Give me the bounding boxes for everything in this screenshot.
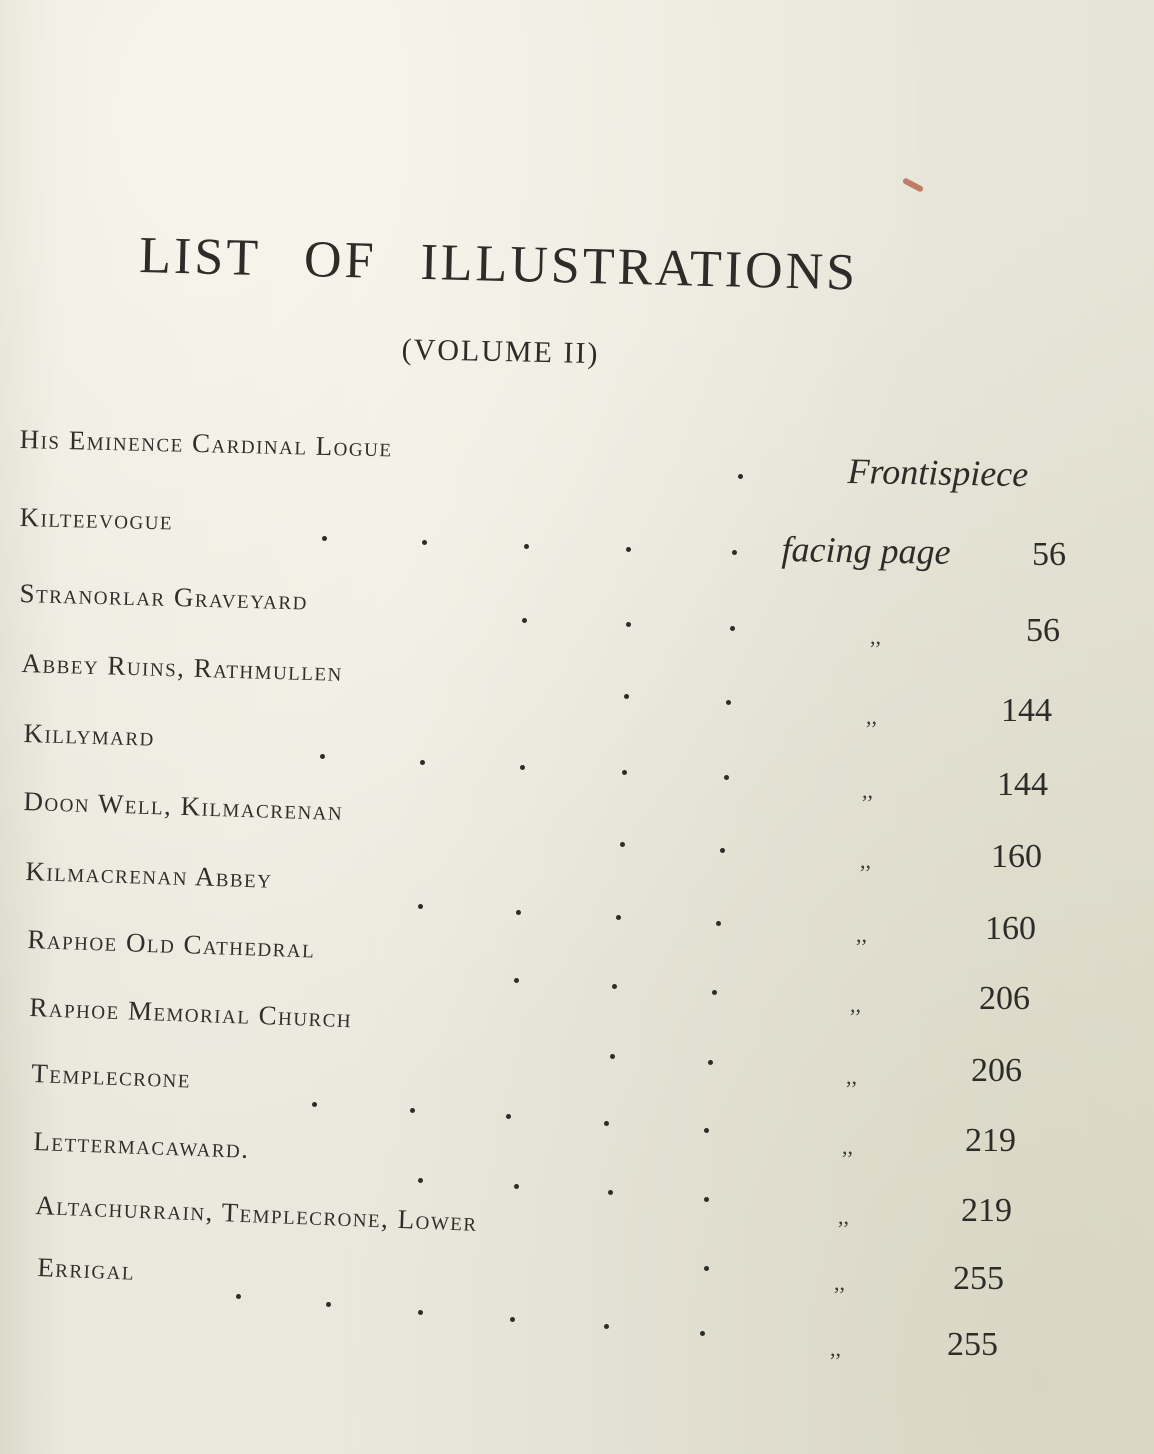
leader-dot bbox=[620, 842, 625, 847]
ditto-mark: ,, bbox=[862, 778, 873, 803]
leader-dot bbox=[514, 978, 519, 983]
leader-dot bbox=[422, 540, 427, 545]
leader-dot bbox=[420, 760, 425, 765]
leader-dot bbox=[520, 765, 525, 770]
page-number: 160 bbox=[991, 838, 1042, 875]
leader-dot bbox=[738, 474, 743, 479]
leader-dot bbox=[626, 622, 631, 627]
ditto-mark: ,, bbox=[834, 1270, 845, 1295]
leader-dot bbox=[516, 910, 521, 915]
illustration-title: Altachurrain, Templecrone, Lower bbox=[34, 1190, 479, 1237]
leader-dot bbox=[524, 544, 529, 549]
leader-dot bbox=[322, 536, 327, 541]
illustration-title: Errigal bbox=[36, 1252, 136, 1286]
leader-dot bbox=[700, 1331, 705, 1336]
leader-dot bbox=[610, 1054, 615, 1059]
leader-dot bbox=[720, 848, 725, 853]
leader-dot bbox=[604, 1324, 609, 1329]
illustration-title: Kilteevogue bbox=[19, 502, 174, 536]
leader-dot bbox=[236, 1294, 241, 1299]
leader-dot bbox=[312, 1102, 317, 1107]
leader-dot bbox=[608, 1190, 613, 1195]
page-title: LIST OF ILLUSTRATIONS bbox=[138, 226, 859, 302]
ditto-mark: ,, bbox=[860, 848, 871, 873]
page-subtitle: (VOLUME II) bbox=[401, 333, 600, 371]
leader-dot bbox=[616, 915, 621, 920]
ditto-mark: ,, bbox=[838, 1204, 849, 1229]
illustration-title: Templecrone bbox=[30, 1058, 192, 1094]
page-number: 56 bbox=[1032, 536, 1066, 573]
page-number: 255 bbox=[947, 1326, 998, 1363]
ditto-mark: ,, bbox=[866, 704, 877, 729]
leader-dot bbox=[726, 700, 731, 705]
illustration-title: Stranorlar Graveyard bbox=[19, 578, 309, 616]
page-number: 144 bbox=[997, 766, 1048, 803]
leader-dot bbox=[732, 550, 737, 555]
frontispiece-label: Frontispiece bbox=[847, 450, 1029, 495]
ditto-mark: ,, bbox=[842, 1134, 853, 1159]
leader-dot bbox=[704, 1128, 709, 1133]
illustration-title: His Eminence Cardinal Logue bbox=[19, 424, 393, 463]
page-number: 206 bbox=[979, 980, 1030, 1017]
leader-dot bbox=[626, 547, 631, 552]
leader-dot bbox=[712, 990, 717, 995]
leader-dot bbox=[510, 1317, 515, 1322]
leader-dot bbox=[730, 626, 735, 631]
facing-page-label: facing page bbox=[781, 528, 951, 572]
leader-dot bbox=[708, 1060, 713, 1065]
page-number: 219 bbox=[965, 1122, 1016, 1159]
leader-dot bbox=[418, 1178, 423, 1183]
leader-dot bbox=[624, 694, 629, 699]
illustration-title: Raphoe Old Cathedral bbox=[27, 924, 316, 964]
leader-dot bbox=[716, 921, 721, 926]
leader-dot bbox=[418, 1310, 423, 1315]
illustration-title: Lettermacaward. bbox=[32, 1126, 251, 1164]
ditto-mark: ,, bbox=[846, 1064, 857, 1089]
ditto-mark: ,, bbox=[850, 992, 861, 1017]
page-number: 219 bbox=[961, 1192, 1012, 1229]
page-number: 144 bbox=[1001, 692, 1052, 729]
leader-dot bbox=[506, 1114, 511, 1119]
ditto-mark: ,, bbox=[856, 922, 867, 947]
leader-dot bbox=[514, 1184, 519, 1189]
leader-dot bbox=[320, 754, 325, 759]
page-number: 56 bbox=[1026, 612, 1060, 649]
leader-dot bbox=[410, 1108, 415, 1113]
leader-dot bbox=[704, 1197, 709, 1202]
page-number: 160 bbox=[985, 910, 1036, 947]
leader-dot bbox=[724, 775, 729, 780]
leader-dot bbox=[418, 904, 423, 909]
illustration-title: Abbey Ruins, Rathmullen bbox=[21, 648, 344, 687]
ditto-mark: ,, bbox=[830, 1336, 841, 1361]
illustration-title: Killymard bbox=[23, 718, 156, 752]
illustration-title: Raphoe Memorial Church bbox=[28, 992, 353, 1034]
leader-dot bbox=[326, 1302, 331, 1307]
ditto-mark: ,, bbox=[870, 624, 881, 649]
illustration-title: Kilmacrenan Abbey bbox=[25, 856, 273, 894]
illustration-title: Doon Well, Kilmacrenan bbox=[23, 786, 344, 827]
ink-stain bbox=[902, 177, 924, 193]
leader-dot bbox=[622, 770, 627, 775]
page-number: 255 bbox=[953, 1260, 1004, 1297]
page-number: 206 bbox=[971, 1052, 1022, 1089]
leader-dot bbox=[704, 1266, 709, 1271]
leader-dot bbox=[604, 1121, 609, 1126]
leader-dot bbox=[612, 984, 617, 989]
leader-dot bbox=[522, 618, 527, 623]
